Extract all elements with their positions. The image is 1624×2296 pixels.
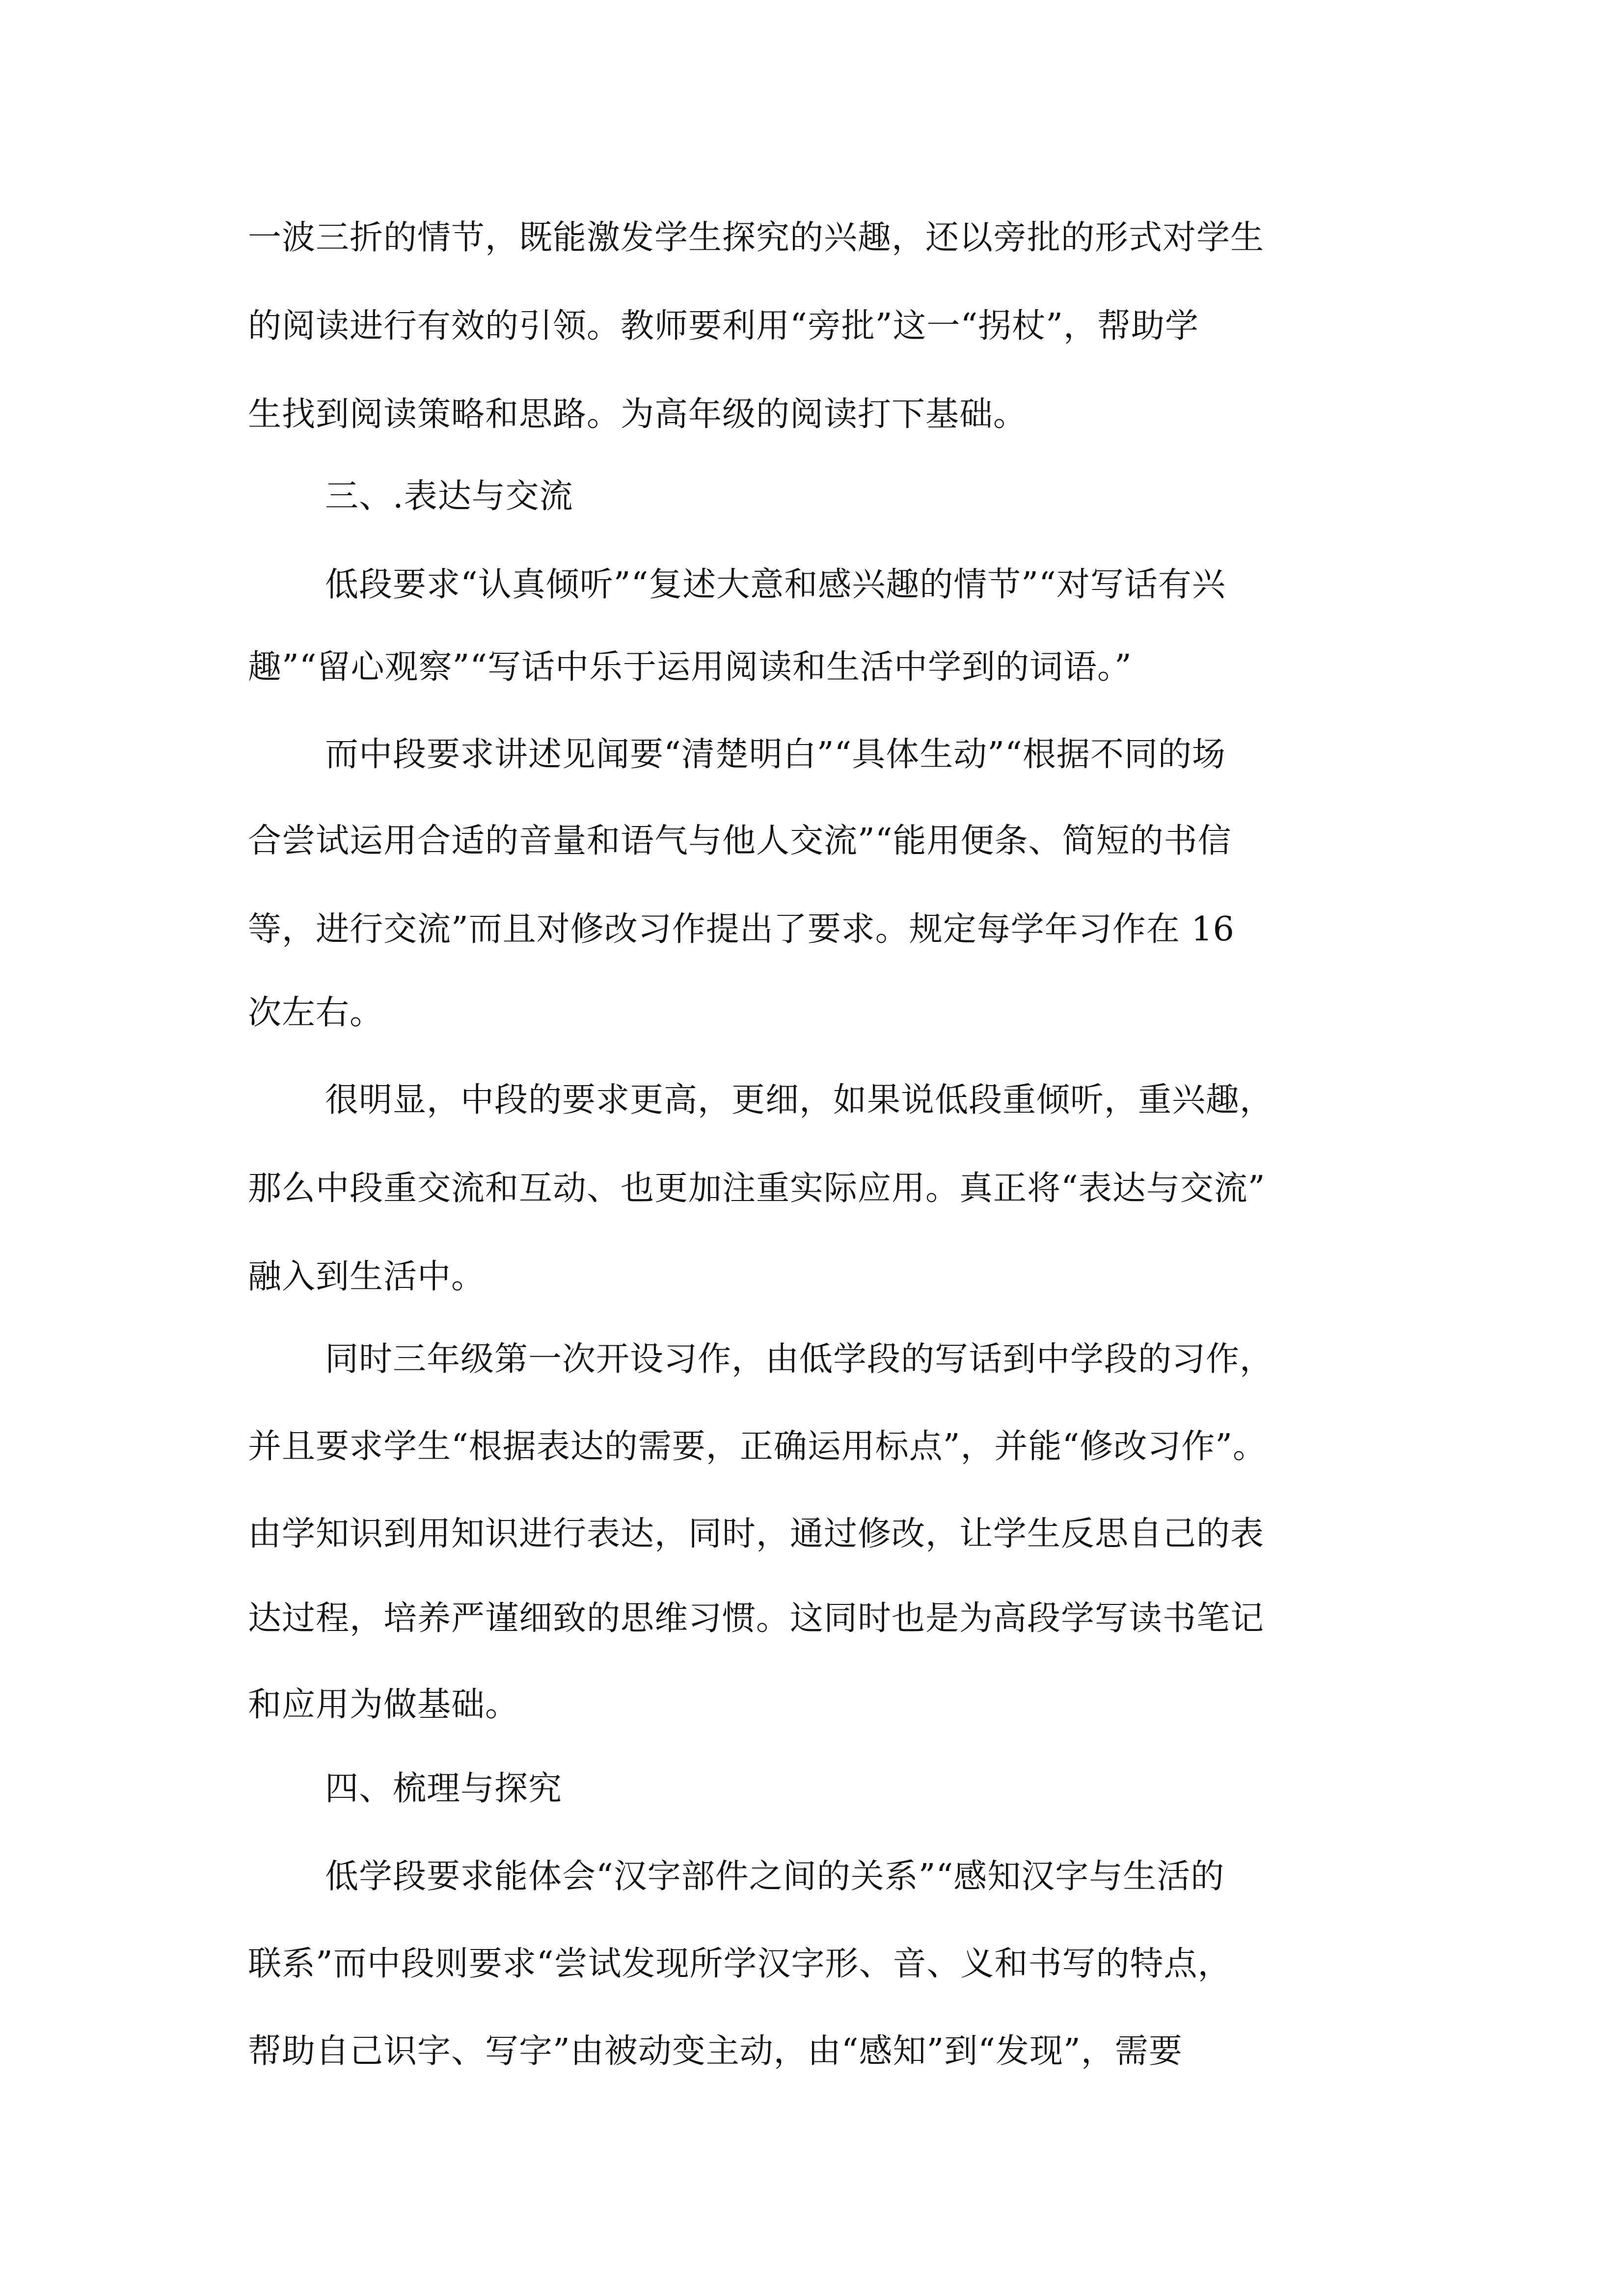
text-line: 而中段要求讲述见闻要“清楚明白”“具体生动”“根据不同的场 xyxy=(325,735,1226,774)
text-line: 低段要求“认真倾听”“复述大意和感兴趣的情节”“对写话有兴 xyxy=(325,565,1226,604)
text-line: 并且要求学生“根据表达的需要，正确运用标点”，并能“修改习作”。 xyxy=(248,1427,1267,1466)
text-line: 和应用为做基础。 xyxy=(248,1685,519,1724)
text-line: 一波三折的情节，既能激发学生探究的兴趣，还以旁批的形式对学生 xyxy=(248,218,1265,257)
section-heading: 四、梳理与探究 xyxy=(325,1769,563,1808)
section-heading: 三、.表达与交流 xyxy=(325,477,573,516)
text-line: 融入到生活中。 xyxy=(248,1257,486,1296)
text-line: 的阅读进行有效的引领。教师要利用“旁批”这一“拐杖”，帮助学 xyxy=(248,307,1199,346)
text-line: 那么中段重交流和互动、也更加注重实际应用。真正将“表达与交流” xyxy=(248,1169,1266,1208)
text-line: 等，进行交流”而且对修改习作提出了要求。规定每学年习作在 16 xyxy=(248,910,1235,949)
text-line: 趣”“留心观察”“写话中乐于运用阅读和生活中学到的词语。” xyxy=(248,648,1132,687)
text-line: 合尝试运用合适的音量和语气与他人交流”“能用便条、简短的书信 xyxy=(248,822,1232,860)
text-line: 很明显，中段的要求更高，更细，如果说低段重倾听，重兴趣， xyxy=(325,1081,1274,1120)
text-line: 由学知识到用知识进行表达，同时，通过修改，让学生反思自己的表 xyxy=(248,1515,1265,1553)
text-line: 达过程，培养严谨细致的思维习惯。这同时也是为高段学写读书笔记 xyxy=(248,1599,1265,1638)
text-line: 帮助自己识字、写字”由被动变主动，由“感知”到“发现”，需要 xyxy=(248,2032,1183,2071)
text-line: 次左右。 xyxy=(248,993,384,1032)
text-line: 同时三年级第一次开设习作，由低学段的写话到中学段的习作， xyxy=(325,1340,1274,1379)
text-line: 生找到阅读策略和思路。为高年级的阅读打下基础。 xyxy=(248,395,1028,434)
text-line: 低学段要求能体会“汉字部件之间的关系”“感知汉字与生活的 xyxy=(325,1857,1225,1896)
text-line: 联系”而中段则要求“尝试发现所学汉字形、音、义和书写的特点， xyxy=(248,1945,1232,1983)
